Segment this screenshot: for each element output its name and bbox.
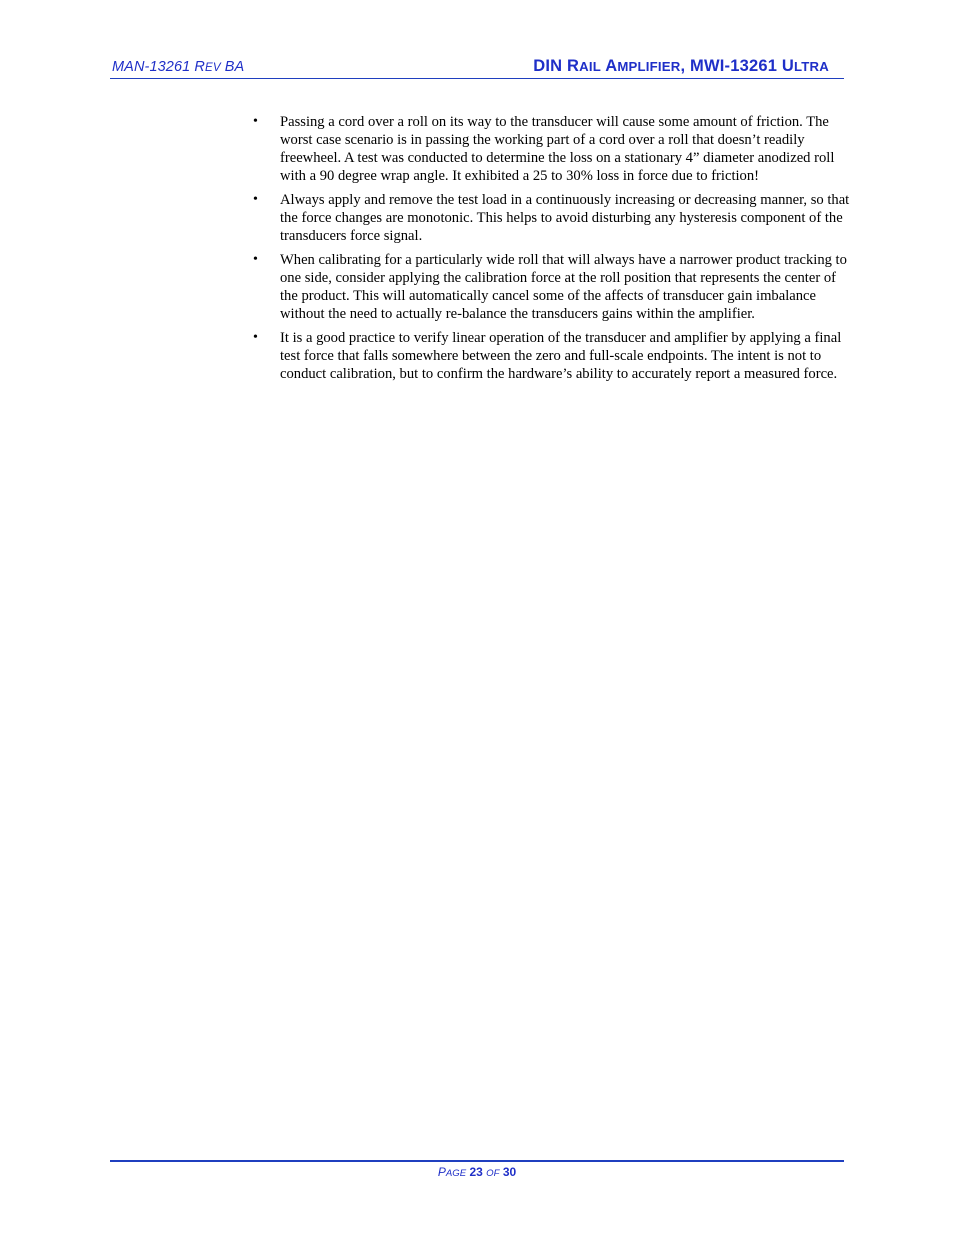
document-title-part: LTRA <box>794 59 829 74</box>
page-label-first: P <box>437 1165 446 1179</box>
document-title-part: MPLIFIER <box>617 59 681 74</box>
bullet-icon: • <box>253 252 258 267</box>
bullet-icon: • <box>253 114 258 129</box>
page-number: 23 <box>469 1165 483 1179</box>
document-title <box>533 57 829 76</box>
document-title-part: DIN R <box>533 57 580 75</box>
page-header <box>110 56 844 79</box>
list-item-text: It is a good practice to verify linear operation of the transducer and amplifier by applying a final test force that falls somewhere between the zero and full-scale endpoints. The intent is not to conduct calibration, but to confirm the hardware’s ability to accurately report a measured force. <box>280 330 842 382</box>
bullet-list <box>250 113 850 383</box>
list-item-text: When calibrating for a particularly wide roll that will always have a narrower product tracking to one side, consider applying the calibration force at the roll position that represents the center of the product. This will automatically cancel some of the affects of transducer gain imbalance without the need to actually re-balance the transducers gains within the amplifier. <box>280 252 847 322</box>
list-item <box>250 251 850 323</box>
list-item <box>250 191 850 245</box>
bullet-icon: • <box>253 330 258 345</box>
document-title-part: , MWI-13261 U <box>680 57 795 75</box>
list-item <box>250 329 850 383</box>
page-footer <box>110 1160 844 1181</box>
document-id-smallcaps: EV <box>204 61 221 74</box>
page-label-rest: AGE <box>445 1168 467 1179</box>
document-title-part: AIL <box>579 59 602 74</box>
page-body <box>250 113 850 389</box>
document-id <box>112 59 244 75</box>
list-item-text: Always apply and remove the test load in a continuously increasing or decreasing manner, so that the force changes are monotonic. This helps to avoid disturbing any hysteresis component of the transducers force signal. <box>280 192 850 244</box>
of-label: OF <box>486 1168 500 1179</box>
bullet-icon: • <box>253 192 258 207</box>
document-title-part: A <box>601 57 618 75</box>
document-id-prefix: MAN-13261 R <box>112 59 205 75</box>
list-item <box>250 113 850 185</box>
document-id-suffix: BA <box>220 59 245 75</box>
total-pages: 30 <box>502 1165 517 1179</box>
list-item-text: Passing a cord over a roll on its way to the transducer will cause some amount of friction. The worst case scenario is in passing the working part of a cord over a roll that doesn’t readily freewheel. A test was conducted to determine the loss on a stationary 4” diameter anodized roll with a 90 degree wrap angle. It exhibited a 25 to 30% loss in force due to friction! <box>280 114 835 184</box>
page-indicator <box>438 1165 516 1179</box>
